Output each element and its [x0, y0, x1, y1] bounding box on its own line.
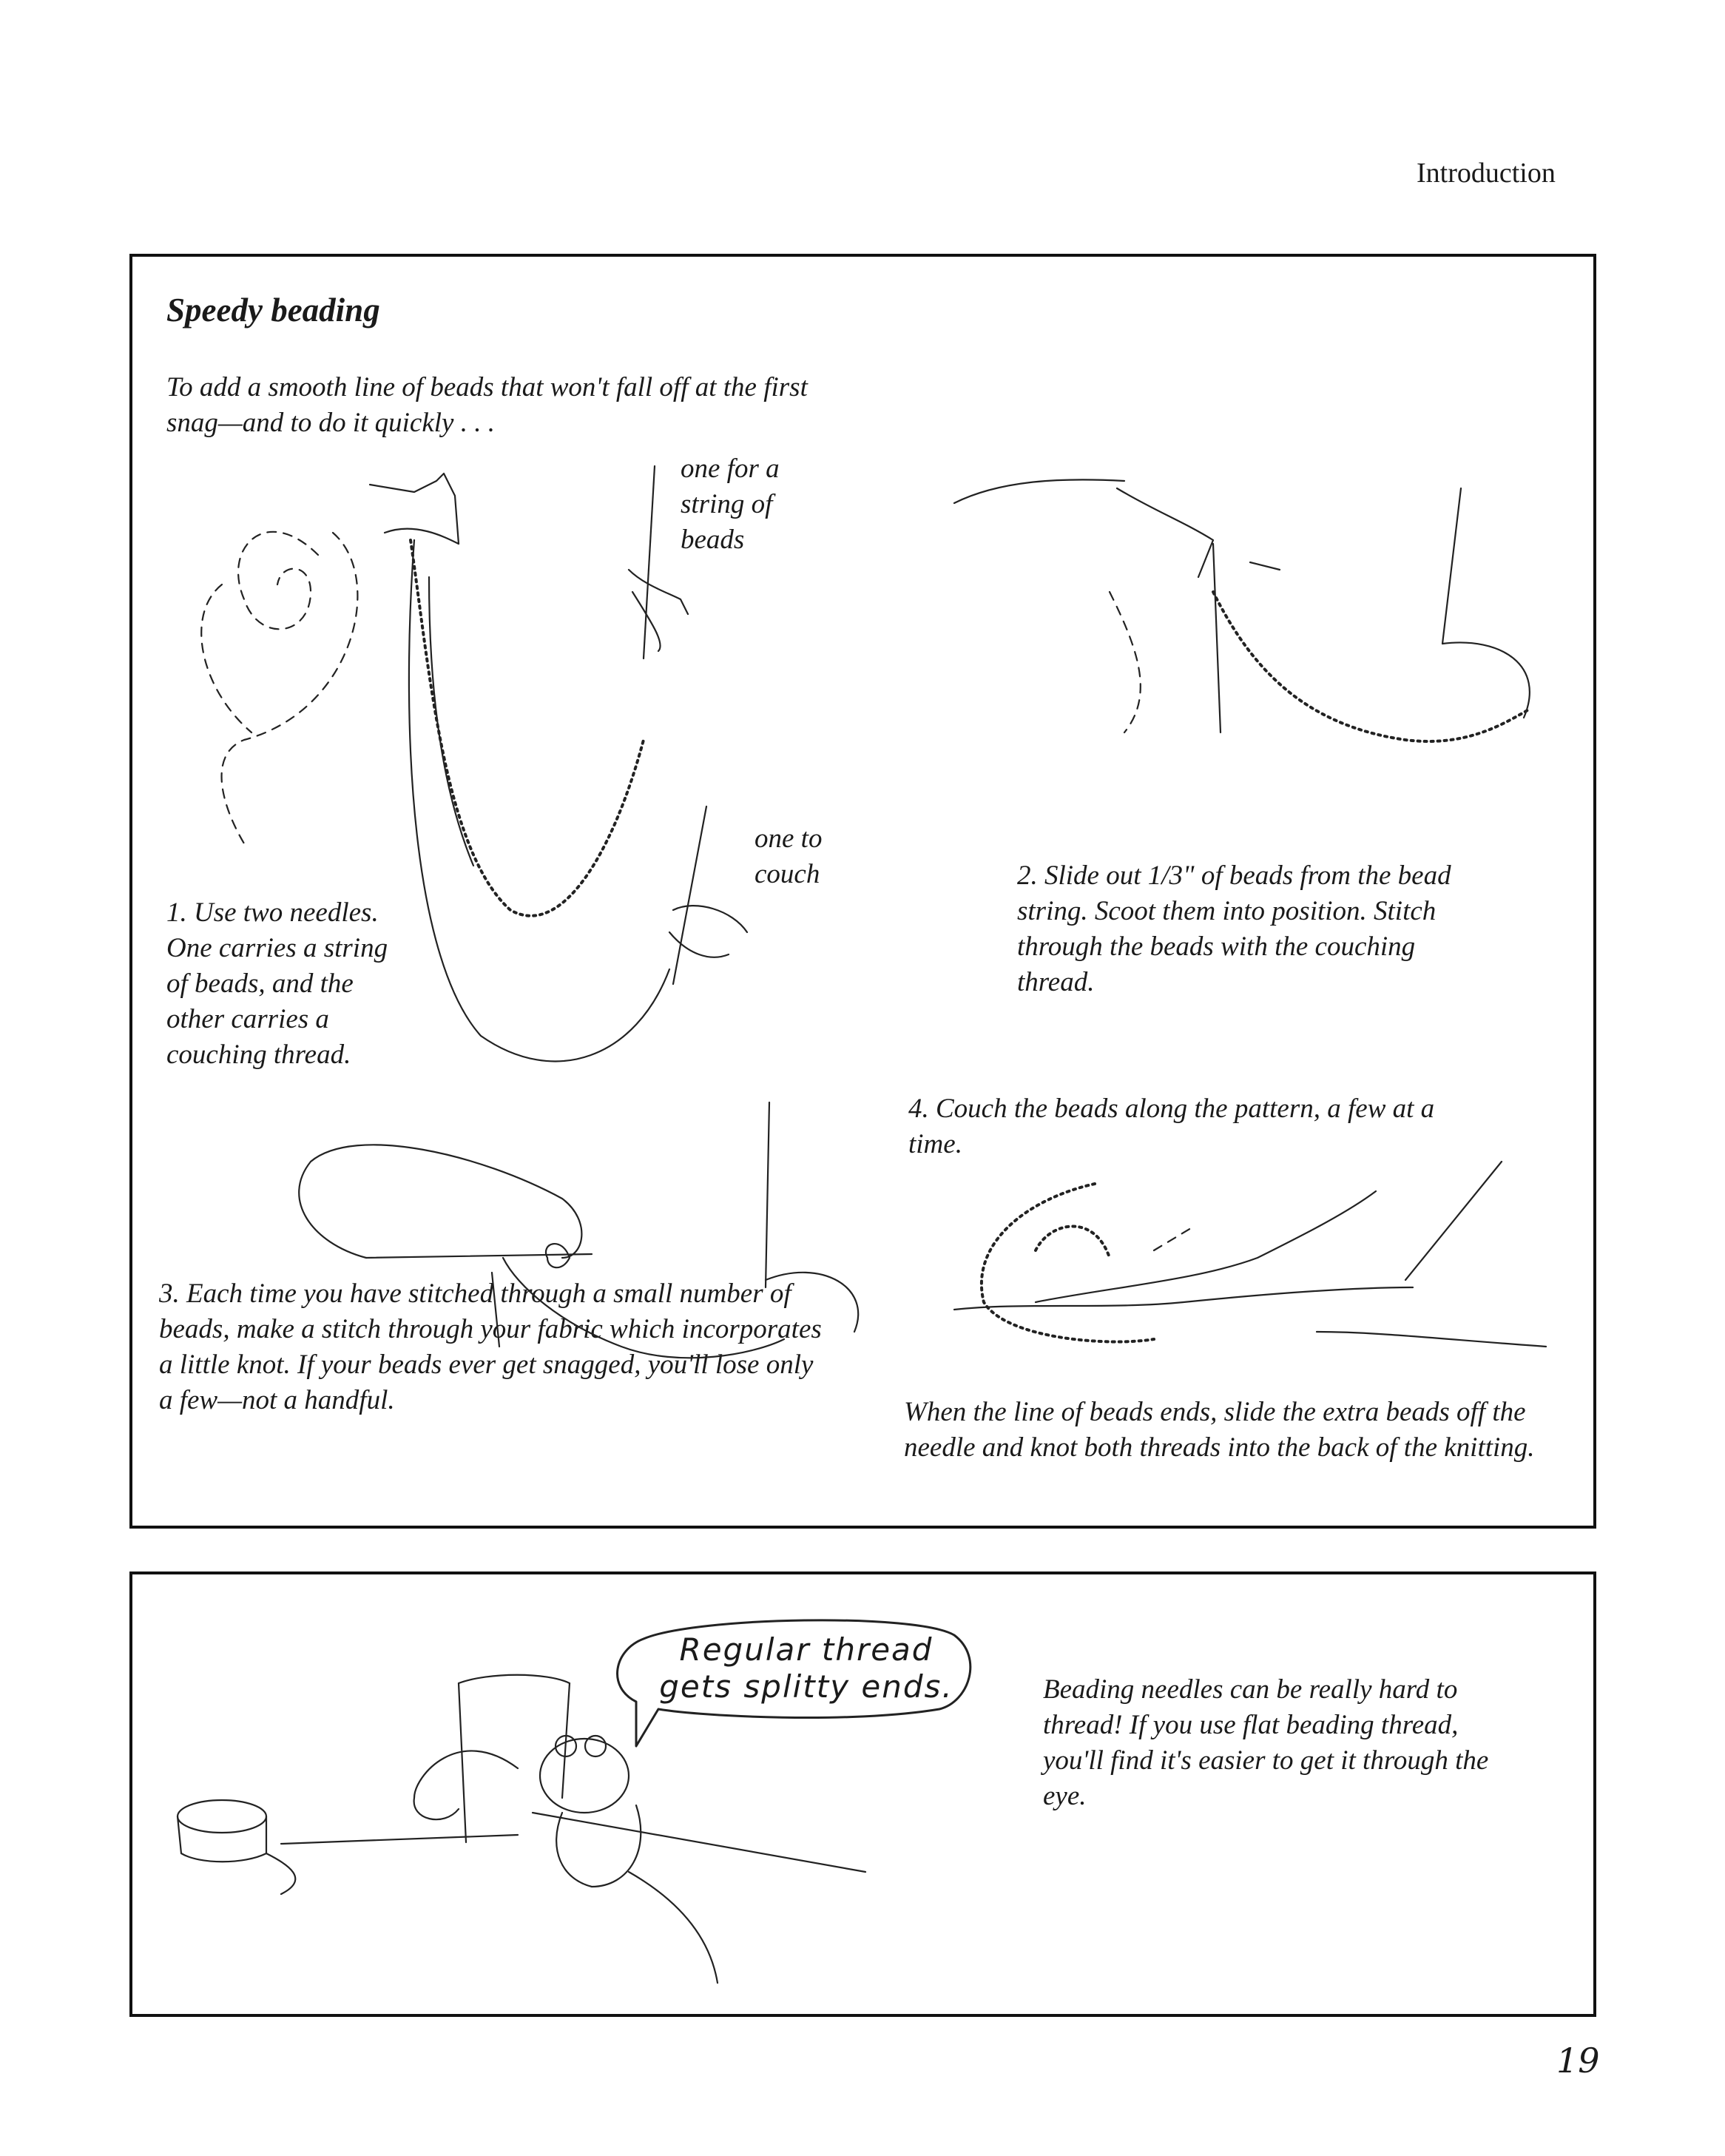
step-1-text: 1. Use two needles. One carries a string of beads, and the other carries a couching thread. — [166, 897, 388, 1070]
ending-text: When the line of beads ends, slide the extra beads off the needle and knot both threads into the back of the knitting. — [904, 1397, 1535, 1463]
step-3-text: 3. Each time you have stitched through a small number of beads, make a stitch through your fabric which incorporates a little knot. If your beads ever get snagged, you'll lose only a few—not a handful. — [159, 1279, 822, 1415]
running-header: Introduction — [1417, 158, 1556, 189]
speech-bubble-text: Regular thread gets splitty ends. — [659, 1631, 953, 1705]
label-one-for-beads: one for a string of beads — [681, 454, 780, 555]
step-2-text: 2. Slide out 1/3" of beads from the bead string. Scoot them into position. Stitch through the beads with the couching thread. — [1017, 860, 1451, 997]
label-one-to-couch: one to couch — [755, 823, 823, 889]
step-4-text: 4. Couch the beads along the pattern, a few at a time. — [908, 1094, 1435, 1159]
panel-title: Speedy beading — [166, 292, 380, 329]
page-number: 19 — [1556, 2041, 1600, 2081]
tip-text: Beading needles can be really hard to thread! If you use flat beading thread, you'll find it's easier to get it through the eye. — [1043, 1674, 1489, 1811]
intro-text: To add a smooth line of beads that won't fall off at the first snag—and to do it quickly . . . — [166, 372, 808, 438]
